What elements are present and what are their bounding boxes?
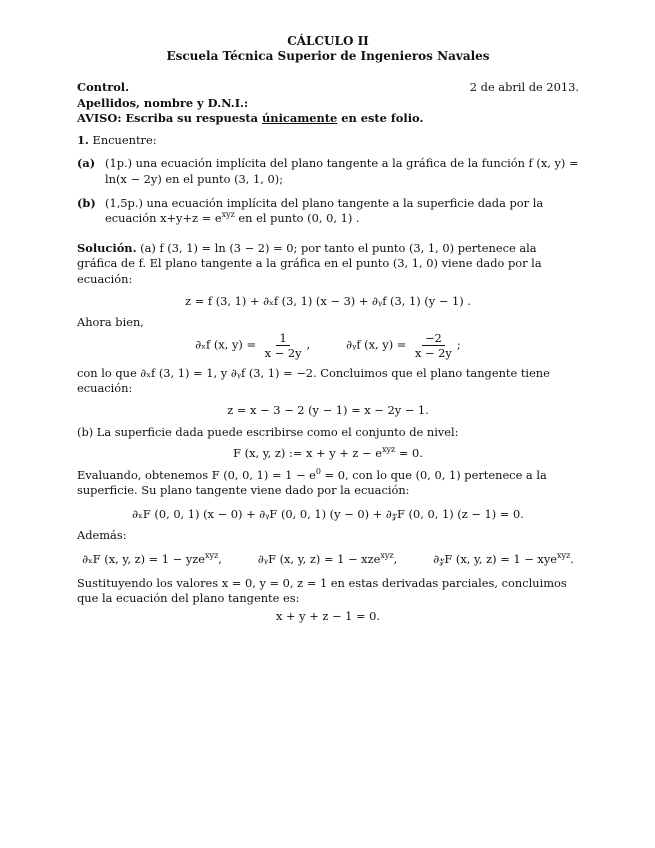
question-part-a: [77, 156, 579, 187]
part-b-exponent: xyz: [221, 210, 235, 220]
solution-p5: [77, 468, 579, 499]
aviso-lead: AVISO: Escriba su respuesta: [77, 111, 262, 126]
name-line: Apellidos, nombre y D.N.I.:: [77, 95, 249, 110]
p5-a: Evaluando, obtenemos F (0, 0, 1) = 1 − e: [77, 467, 316, 482]
partial-fz-sep: .: [570, 552, 574, 567]
equation-result-b: x + y + z − 1 = 0.: [275, 608, 381, 623]
document-page: [77, 34, 579, 630]
equation-tangent-plane-b: ∂ₓF (0, 0, 1) (x − 0) + ∂ᵧF (0, 0, 1) (y − 0) + ∂𝓏F (0, 0, 1) (z − 1) = 0.: [132, 506, 524, 521]
part-a-label: (a): [77, 156, 96, 171]
question-intro: [77, 133, 579, 149]
school-name: Escuela Técnica Superior de Ingenieros Navales: [166, 49, 490, 63]
partial-y: [346, 331, 461, 360]
partial-fy: [258, 552, 397, 568]
solution-p4: (b) La superficie dada puede escribirse como el conjunto de nivel:: [77, 424, 459, 439]
question-intro-text: Encuentre:: [92, 132, 157, 147]
part-b-text-2: en el punto (0, 0, 1) .: [234, 211, 360, 226]
partial-x-num: 1: [276, 331, 289, 346]
aviso-tail: en este folio.: [337, 111, 424, 126]
equation-level-set: [77, 446, 579, 462]
partial-x-fraction: [262, 331, 305, 360]
partial-y-num: −2: [422, 331, 445, 346]
level-set-exponent: xyz: [381, 445, 396, 455]
partial-fx-exp: xyz: [205, 551, 219, 561]
partial-fy-exp: xyz: [380, 551, 394, 561]
part-a-text: (1p.) una ecuación implícita del plano tangente a la gráfica de la función f (x, y) = ln(x − 2y) en el punto (3, 1, 0);: [105, 156, 579, 186]
solution-para-1: [77, 241, 579, 288]
partial-fx-a: ∂ₓF (x, y, z) = 1 − yze: [82, 552, 206, 567]
partial-fz-exp: xyz: [557, 551, 571, 561]
solution-p6: Además:: [77, 528, 127, 543]
solution-label: Solución.: [77, 240, 137, 255]
solution-p3: con lo que ∂ₓf (3, 1) = 1, y ∂ᵧf (3, 1) = −2. Concluimos que el plano tangente tiene ecuación:: [77, 365, 550, 396]
control-row: [77, 80, 579, 96]
partial-derivatives-b: [77, 552, 579, 568]
p5-b: = 0, con lo que (0, 0, 1) pertenece a la superficie. Su plano tangente viene dado por la ecuación:: [77, 467, 547, 498]
partial-derivatives-a: [77, 331, 579, 360]
partial-x-sep: ,: [306, 337, 311, 352]
partial-fy-sep: ,: [393, 552, 398, 567]
equation-result-a: z = x − 3 − 2 (y − 1) = x − 2y − 1.: [227, 402, 429, 417]
control-label: Control.: [77, 80, 130, 94]
partial-x-den: x − 2y: [264, 345, 302, 360]
solution-p1: (a) f (3, 1) = ln (3 − 2) = 0; por tanto el punto (3, 1, 0) pertenece ala gráfica de f. El plano tangente a la gráfica en el punto (3, 1, 0) viene dado por la ecuación:: [77, 240, 542, 286]
partial-y-fraction: [412, 331, 455, 360]
partial-fy-a: ∂ᵧF (x, y, z) = 1 − xze: [257, 552, 381, 567]
part-b-text-1: (1,5p.) una ecuación implícita del plano tangente a la superficie dada por la ecuación x+y+z = e: [105, 195, 544, 226]
partial-fx-sep: ,: [218, 552, 222, 567]
course-title: CÁLCULO II: [287, 34, 369, 48]
aviso-line: [77, 111, 579, 127]
partial-x-lhs: ∂ₓf (x, y) =: [195, 337, 256, 352]
level-set-lhs: F (x, y, z) := x + y + z − e: [233, 446, 382, 461]
partial-y-lhs: ∂ᵧf (x, y) =: [346, 337, 407, 352]
partial-fz-a: ∂𝓏F (x, y, z) = 1 − xye: [433, 552, 558, 567]
solution-p2: Ahora bien,: [77, 315, 144, 330]
partial-fx: [82, 552, 222, 568]
partial-x: [195, 331, 310, 360]
question-number: 1.: [77, 132, 89, 147]
exam-date: 2 de abril de 2013.: [469, 80, 579, 94]
level-set-rhs: = 0.: [395, 446, 423, 461]
p5-exponent: 0: [315, 466, 321, 476]
question-part-b: [77, 196, 579, 227]
partial-y-den: x − 2y: [414, 345, 452, 360]
partial-fz: [433, 552, 574, 568]
equation-tangent-plane-a: z = f (3, 1) + ∂ₓf (3, 1) (x − 3) + ∂ᵧf (3, 1) (y − 1) .: [185, 293, 471, 308]
solution-p7: Sustituyendo los valores x = 0, y = 0, z = 1 en estas derivadas parciales, concluimos que la ecuación del plano tangente es:: [77, 575, 567, 606]
partial-y-sep: ;: [456, 337, 461, 352]
part-b-label: (b): [77, 195, 96, 210]
part-b-text: [105, 196, 579, 227]
aviso-underlined: únicamente: [262, 111, 338, 126]
